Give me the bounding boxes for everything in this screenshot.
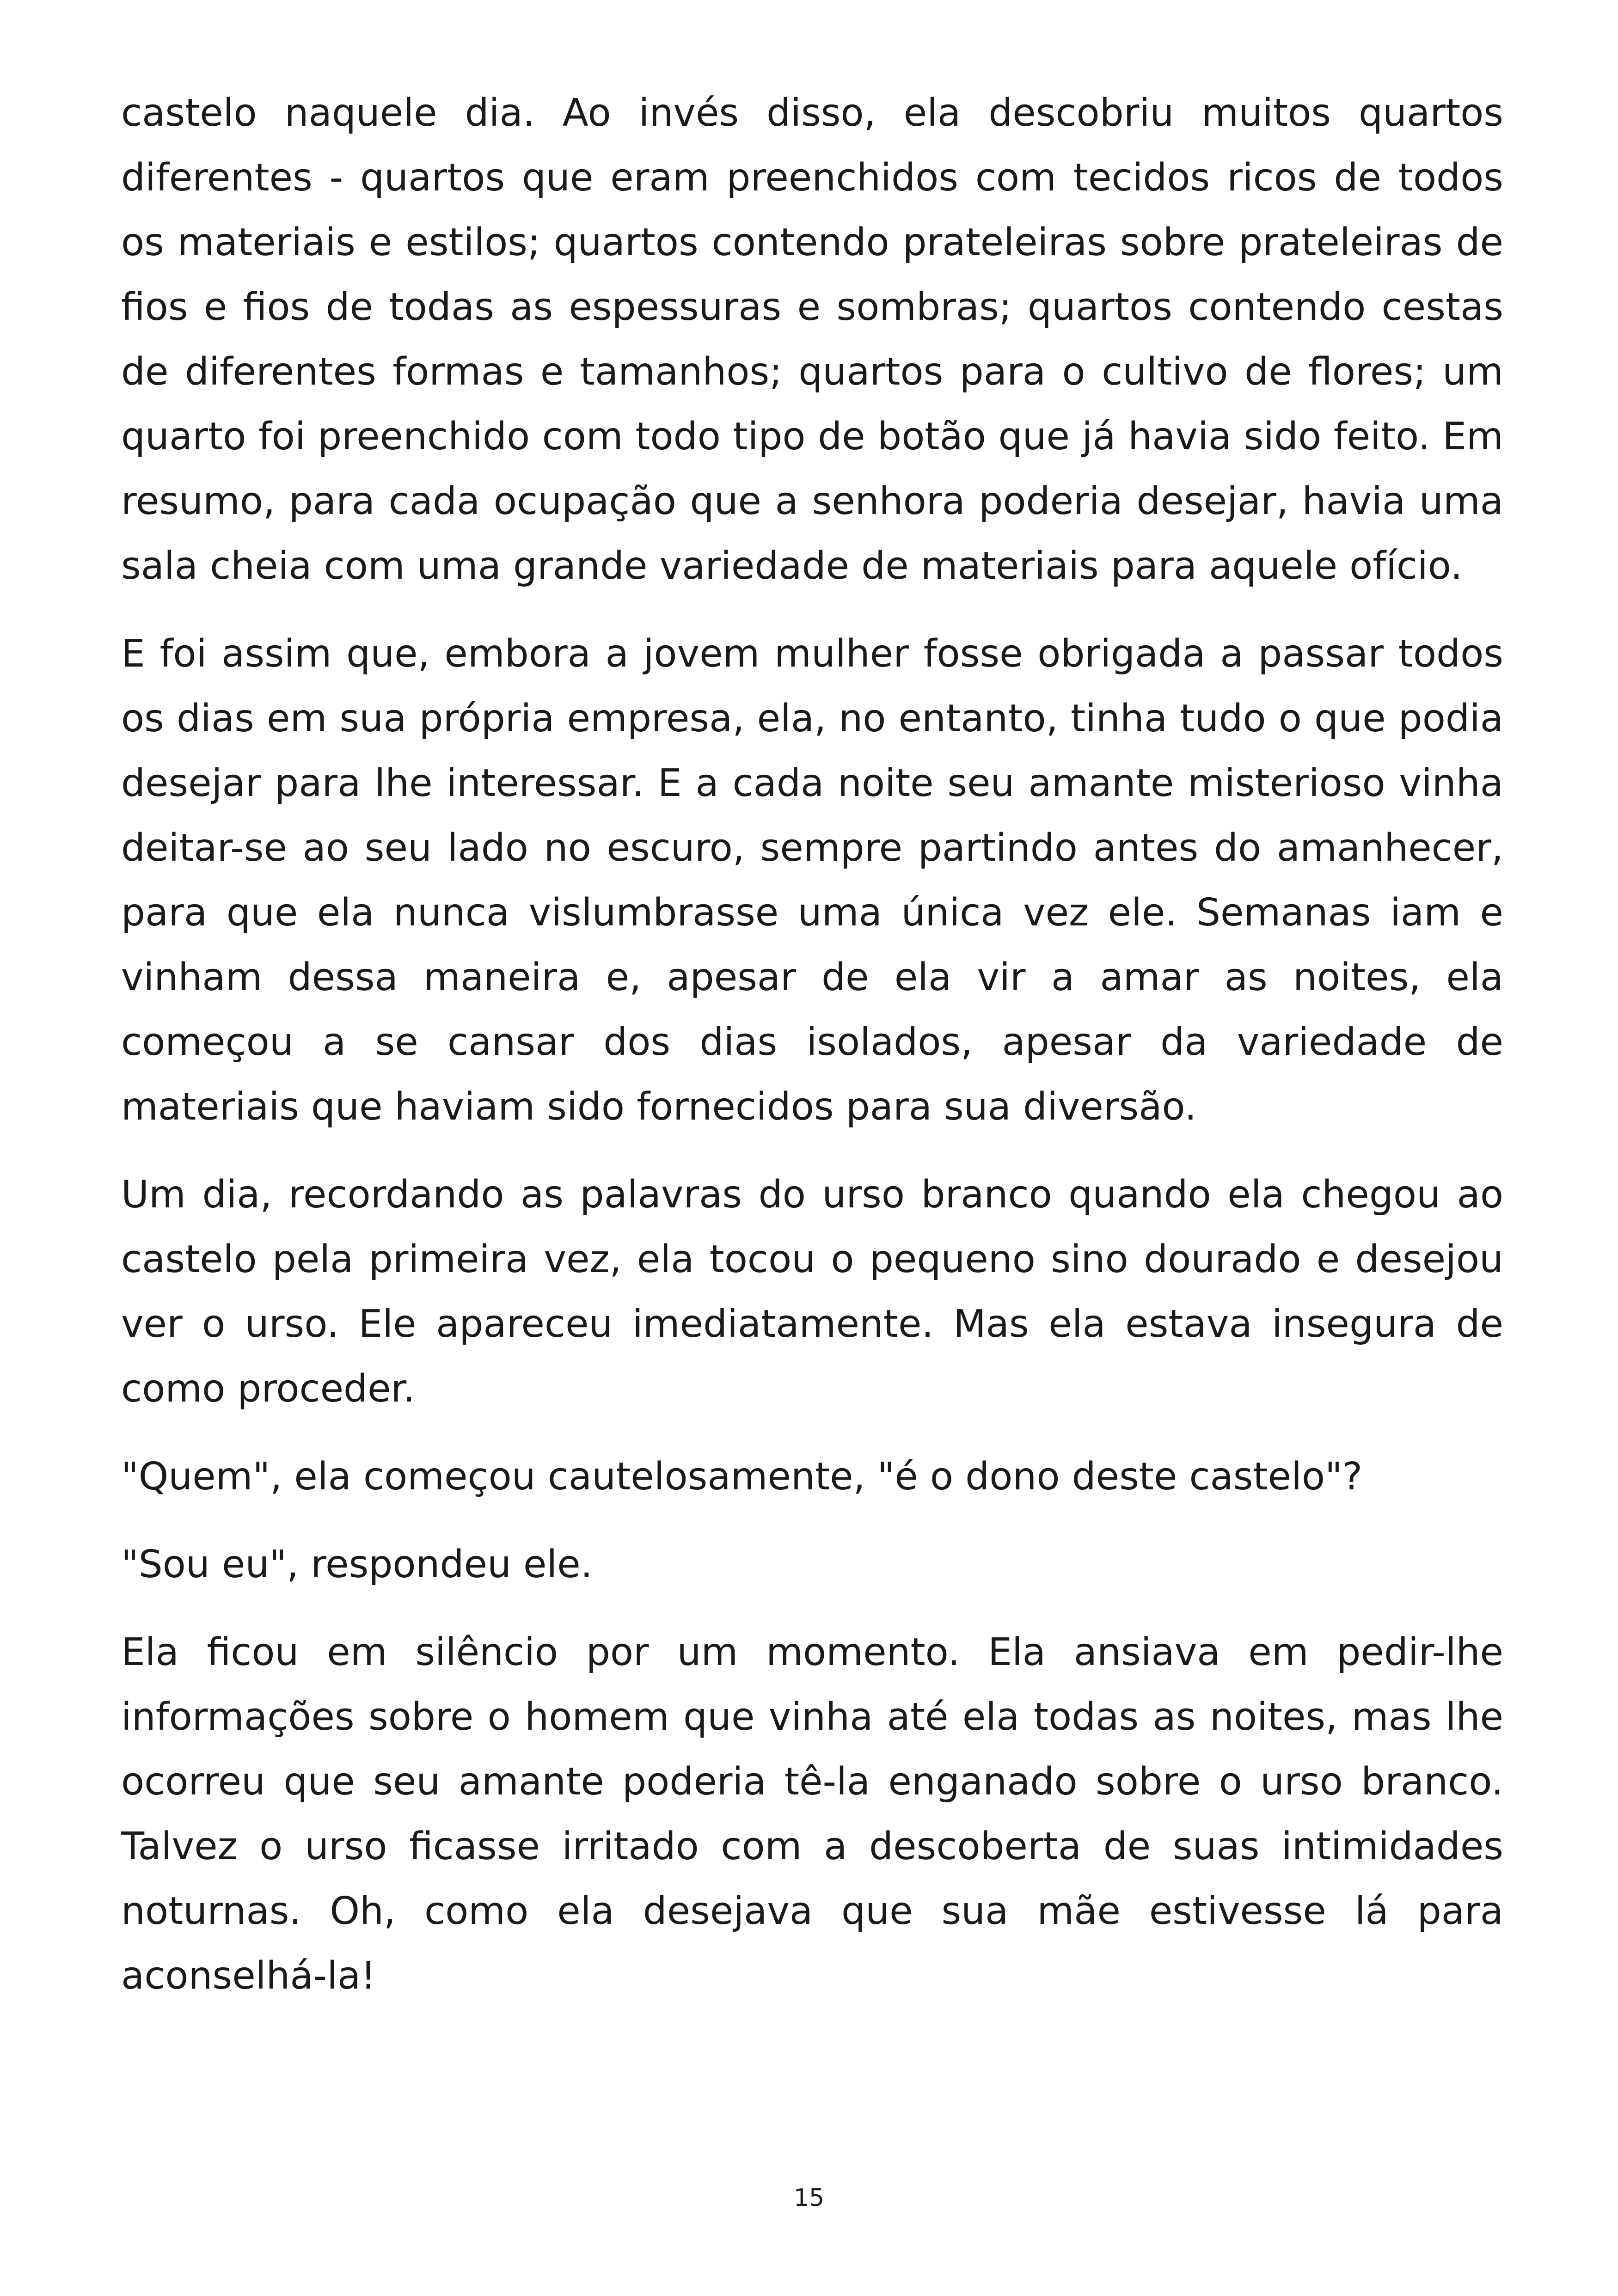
page-number: 15	[793, 2184, 825, 2212]
paragraph-1: castelo naquele dia. Ao invés disso, ela descobriu muitos quartos diferentes - quartos que eram preenchidos com tecidos ricos de todos os materiais e estilos; quartos contendo prateleiras sobre prateleiras de fios e fios de todas as espessuras e sombras; quartos contendo cestas de diferentes formas e tamanhos; quartos para o cultivo de flores; um quarto foi preenchido com todo tipo de botão que já havia sido feito. Em resumo, para cada ocupação que a senhora poderia desejar, havia uma sala cheia com uma grande variedade de materiais para aquele ofício.	[121, 91, 1503, 588]
paragraph-4: "Quem", ela começou cautelosamente, "é o dono deste castelo"?	[121, 1455, 1363, 1499]
paragraph-2: E foi assim que, embora a jovem mulher fosse obrigada a passar todos os dias em sua própria empresa, ela, no entanto, tinha tudo o que podia desejar para lhe interessar. E a cada noite seu amante misterioso vinha deitar-se ao seu lado no escuro, sempre partindo antes do amanhecer, para que ela nunca vislumbrasse uma única vez ele. Semanas iam e vinham dessa maneira e, apesar de ela vir a amar as noites, ela começou a se cansar dos dias isolados, apesar da variedade de materiais que haviam sido fornecidos para sua diversão.	[121, 632, 1503, 1129]
paragraph-3: Um dia, recordando as palavras do urso branco quando ela chegou ao castelo pela primeira vez, ela tocou o pequeno sino dourado e desejou ver o urso. Ele apareceu imediatamente. Mas ela estava insegura de como proceder.	[121, 1173, 1503, 1411]
paragraph-5: "Sou eu", respondeu ele.	[121, 1543, 593, 1586]
page-body	[121, 81, 1503, 2207]
paragraph-6: Ela ficou em silêncio por um momento. Ela ansiava em pedir-lhe informações sobre o homem que vinha até ela todas as noites, mas lhe ocorreu que seu amante poderia tê-la enganado sobre o urso branco. Talvez o urso ficasse irritado com a descoberta de suas intimidades noturnas. Oh, como ela desejava que sua mãe estivesse lá para aconselhá-la!	[121, 1630, 1503, 1998]
